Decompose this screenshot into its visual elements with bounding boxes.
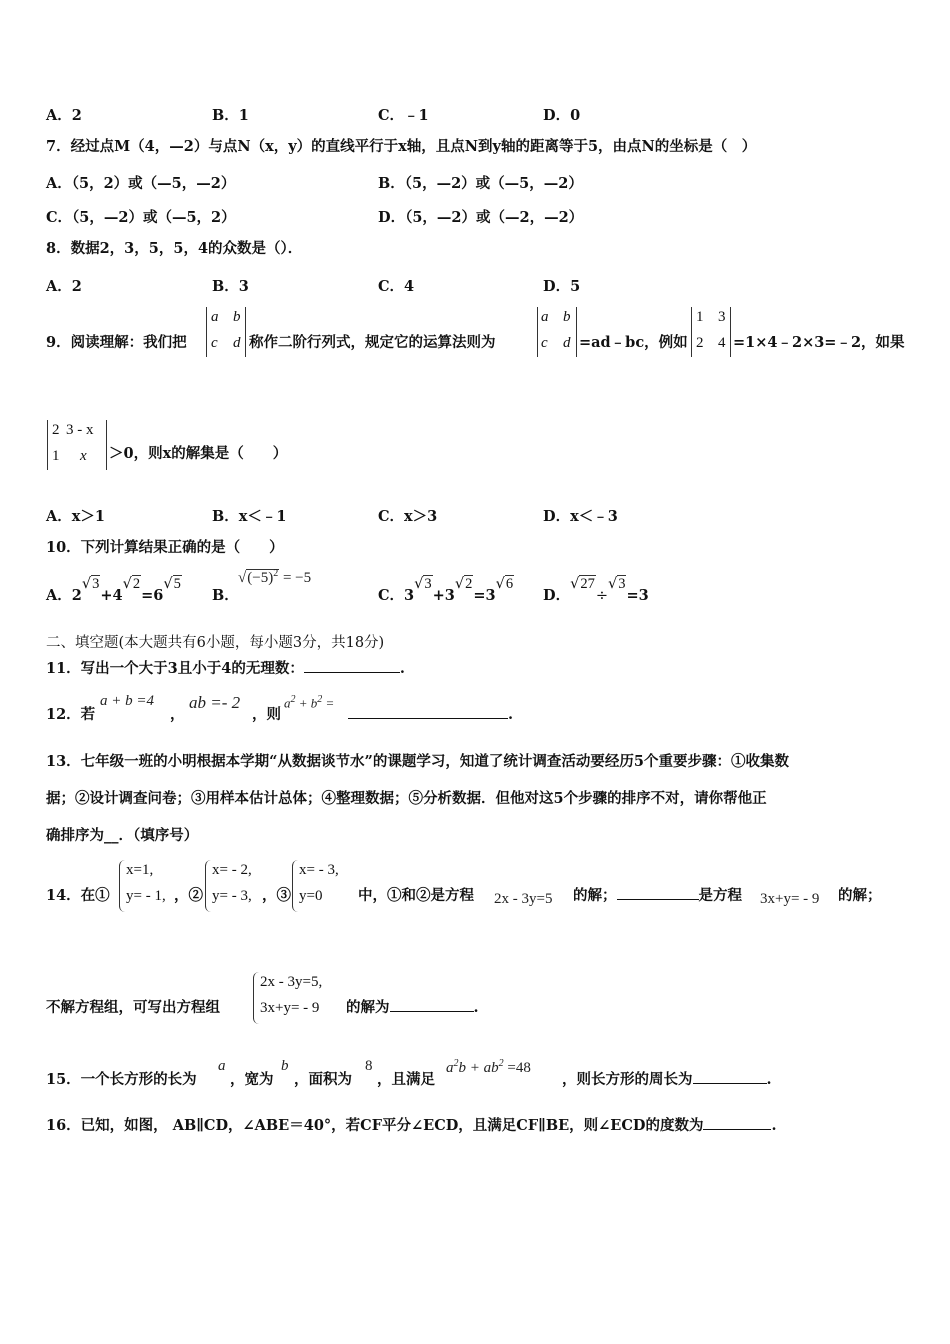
q12-sep: ，: [170, 706, 185, 723]
q12-text-1: 12．若: [46, 706, 96, 723]
q13-line-3: 确排序为__．（填序号）: [46, 827, 199, 844]
q9-option-b: B．x＜﹣1: [212, 508, 287, 525]
q15-text-3: ，面积为: [294, 1071, 352, 1088]
q8-stem: 8．数据2，3，5，5，4的众数是（）．: [46, 240, 303, 257]
determinant-condition: 2 3 - x 1 x: [47, 420, 107, 470]
q9-option-c: C．x＞3: [378, 508, 438, 525]
q6-option-c: C．﹣1: [378, 107, 429, 124]
q7-stem: 7．经过点M（4，—2）与点N（x，y）的直线平行于x轴，且点N到y轴的距离等于5，由点N的坐标是（ ）: [46, 138, 757, 155]
q14-equation-1: 2x - 3y=5: [494, 891, 553, 907]
q8-option-c: C．4: [378, 278, 415, 295]
q15-text-1: 15．一个长方形的长为: [46, 1071, 197, 1088]
q10-option-b-expression: $√(-5)^2 = -5$: [238, 568, 312, 586]
q12-expr-3: $a^2 + b^2$ =: [284, 694, 335, 711]
q6-option-b: B．1: [212, 107, 249, 124]
q7-option-b: B．（5，—2）或（—5，—2）: [378, 175, 583, 192]
q14-text-5: 的解； 是方程: [573, 887, 742, 904]
q15-condition: $a^2b + ab^2 =48$: [446, 1058, 531, 1076]
q15-var-b: b: [281, 1058, 289, 1074]
q9-text-4: =1×4﹣2×3=﹣2，如果: [733, 334, 905, 351]
q12-expr-1: a + b =4: [100, 693, 154, 709]
q7-option-c: C．（5，—2）或（—5，2）: [46, 209, 236, 226]
determinant-abcd-2: a b c d: [537, 307, 577, 357]
q13-line-2: 据；②设计调查问卷；③用样本估计总体；④整理数据；⑤分析数据．但他对这5个步骤的排序不对，请你帮他正: [46, 790, 767, 807]
q8-option-a: A．2: [46, 278, 82, 295]
q13-line-1: 13．七年级一班的小明根据本学期“从数据谈节水”的课题学习，知道了统计调查活动要经历5个重要步骤：①收集数: [46, 753, 789, 770]
q6-option-a: A．2: [46, 107, 82, 124]
q10-option-c: C．3√3+3√2=3√6: [378, 576, 514, 604]
q15-var-a: a: [218, 1058, 226, 1074]
q9-option-a: A．x＞1: [46, 508, 105, 525]
q6-option-d: D．0: [543, 107, 581, 124]
q9-text-1: 9．阅读理解：我们把: [46, 334, 187, 351]
q14-text-3: ，③: [262, 887, 291, 904]
q14-system-combined: 2x - 3y=5, 3x+y= - 9: [253, 972, 338, 1024]
q14-text-2: ，②: [174, 887, 203, 904]
q12-blank-line: .: [348, 706, 513, 724]
q14-system-1: x=1, y= - 1,: [119, 860, 182, 912]
q16-answer-blank[interactable]: [703, 1129, 771, 1130]
q8-option-d: D．5: [543, 278, 581, 295]
q12-answer-blank[interactable]: [348, 718, 508, 719]
q10-stem: 10．下列计算结果正确的是（ ）: [46, 539, 284, 556]
q9-option-d: D．x＜﹣3: [543, 508, 618, 525]
q14-text-4: 中，①和②是方程: [358, 887, 474, 904]
q15-text-2: ，宽为: [230, 1071, 274, 1088]
q14-system-3: x= - 3, y=0: [292, 860, 353, 912]
q12-text-2: ，则: [252, 706, 281, 723]
q14-text-7: 的解；: [838, 887, 882, 904]
q10-option-b: B．: [212, 587, 239, 604]
q16-text: 16．已知，如图， AB∥CD，∠ABE＝40°，若CF平分∠ECD，且满足CF∥BE，则∠ECD的度数为 .: [46, 1117, 777, 1134]
q9-text-2: 称作二阶行列式，规定它的运算法则为: [249, 334, 496, 351]
determinant-abcd: a b c d: [206, 307, 246, 357]
q14-answer-blank-2[interactable]: [390, 1011, 474, 1012]
q7-option-a: A．（5，2）或（—5，—2）: [46, 175, 236, 192]
q9-condition: ＞0，则x的解集是（ ）: [109, 445, 288, 462]
determinant-example: 1 3 2 4: [691, 307, 731, 357]
q14-equation-2: 3x+y= - 9: [760, 891, 820, 907]
q10-option-d: D．√27÷√3=3: [543, 576, 649, 604]
q7-option-d: D．（5，—2）或（—2，—2）: [378, 209, 584, 226]
q15-text-5: ，则长方形的周长为 .: [562, 1071, 772, 1088]
q10-option-a: A．2√3+4√2=6√5: [46, 576, 181, 604]
q14-line-2-end: 的解为 .: [346, 999, 479, 1016]
q14-answer-blank-1[interactable]: [617, 899, 699, 900]
q12-expr-2: ab =- 2: [189, 693, 241, 712]
q15-answer-blank[interactable]: [693, 1083, 767, 1084]
q9-text-3: =ad﹣bc，例如: [579, 334, 688, 351]
q15-area: 8: [365, 1058, 373, 1074]
q15-text-4: ，且满足: [377, 1071, 435, 1088]
section-2-heading: 二、填空题(本大题共有6小题，每小题3分，共18分): [46, 635, 385, 651]
q14-line-2: 不解方程组，可写出方程组: [46, 999, 220, 1016]
q14-system-2: x= - 2, y= - 3,: [205, 860, 268, 912]
q8-option-b: B．3: [212, 278, 249, 295]
q14-text-1: 14．在①: [46, 887, 110, 904]
q11-text: 11．写出一个大于3且小于4的无理数： .: [46, 660, 405, 677]
q11-answer-blank[interactable]: [304, 672, 400, 673]
